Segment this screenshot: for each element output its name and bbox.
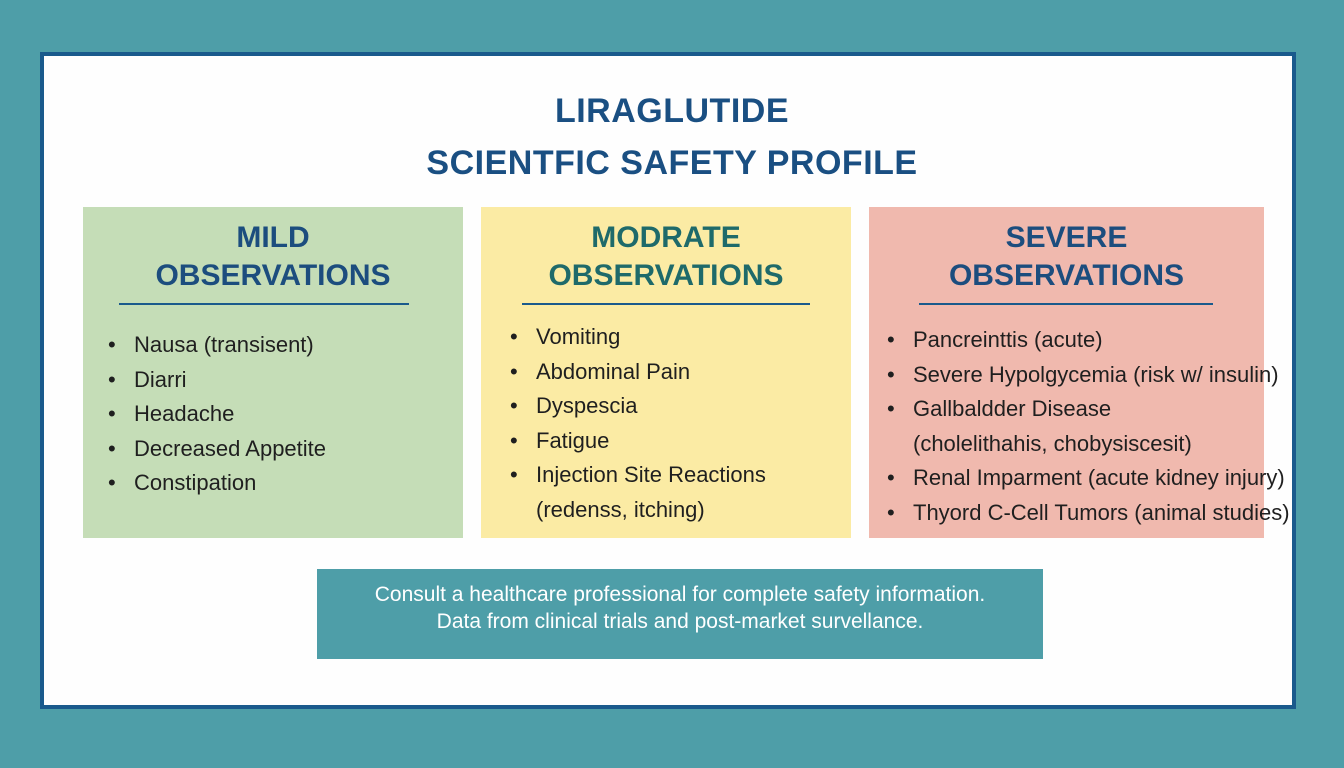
list-item-continuation: (redenss, itching) (536, 496, 705, 522)
page-subtitle: SCIENTFIC SAFETY PROFILE (426, 144, 918, 182)
disclaimer-line2: Data from clinical trials and post-market survellance. (436, 610, 924, 633)
list-item: • Thyord C-Cell Tumors (animal studies) (887, 496, 1290, 531)
mild-heading-line1: MILD (236, 221, 310, 254)
list-item: • Nausa (transisent) (108, 328, 326, 363)
mild-divider (119, 303, 409, 305)
severe-heading (869, 219, 1264, 295)
moderate-heading-line2: OBSERVATIONS (548, 259, 784, 292)
severe-divider (919, 303, 1213, 305)
mild-heading (83, 219, 463, 295)
safety-profile-card (40, 52, 1296, 709)
list-item: • Constipation (108, 466, 326, 501)
list-item: • Severe Hypolgycemia (risk w/ insulin) (887, 358, 1290, 393)
list-item: • Vomiting (510, 320, 766, 355)
list-item: • Dyspescia (510, 389, 766, 424)
list-item: • Headache (108, 397, 326, 432)
list-item: • Abdominal Pain (510, 355, 766, 390)
severe-list (887, 323, 1290, 530)
moderate-heading-line1: MODRATE (591, 221, 741, 254)
moderate-observations-panel (481, 207, 851, 538)
severe-heading-line2: OBSERVATIONS (948, 259, 1185, 292)
moderate-heading (481, 219, 851, 295)
severe-heading-line1: SEVERE (1005, 221, 1128, 254)
disclaimer-line1: Consult a healthcare professional for complete safety information. (374, 583, 986, 606)
severe-observations-panel (869, 207, 1290, 538)
list-item: • Fatigue (510, 424, 766, 459)
moderate-list (510, 320, 766, 527)
page-title: LIRAGLUTIDE (554, 92, 790, 130)
list-item: • Decreased Appetite (108, 432, 326, 467)
disclaimer-banner (317, 569, 1043, 659)
mild-observations-panel (83, 207, 463, 538)
list-item-continuation: (cholelithahis, chobysiscesit) (913, 430, 1192, 456)
moderate-divider (522, 303, 810, 305)
list-item: • Gallbaldder Disease (887, 392, 1290, 427)
list-item: • Injection Site Reactions (510, 458, 766, 493)
mild-list (108, 328, 326, 501)
list-item: • Renal Imparment (acute kidney injury) (887, 461, 1290, 496)
list-item: • Diarri (108, 363, 326, 398)
mild-heading-line2: OBSERVATIONS (155, 259, 391, 292)
list-item: • Pancreinttis (acute) (887, 323, 1290, 358)
